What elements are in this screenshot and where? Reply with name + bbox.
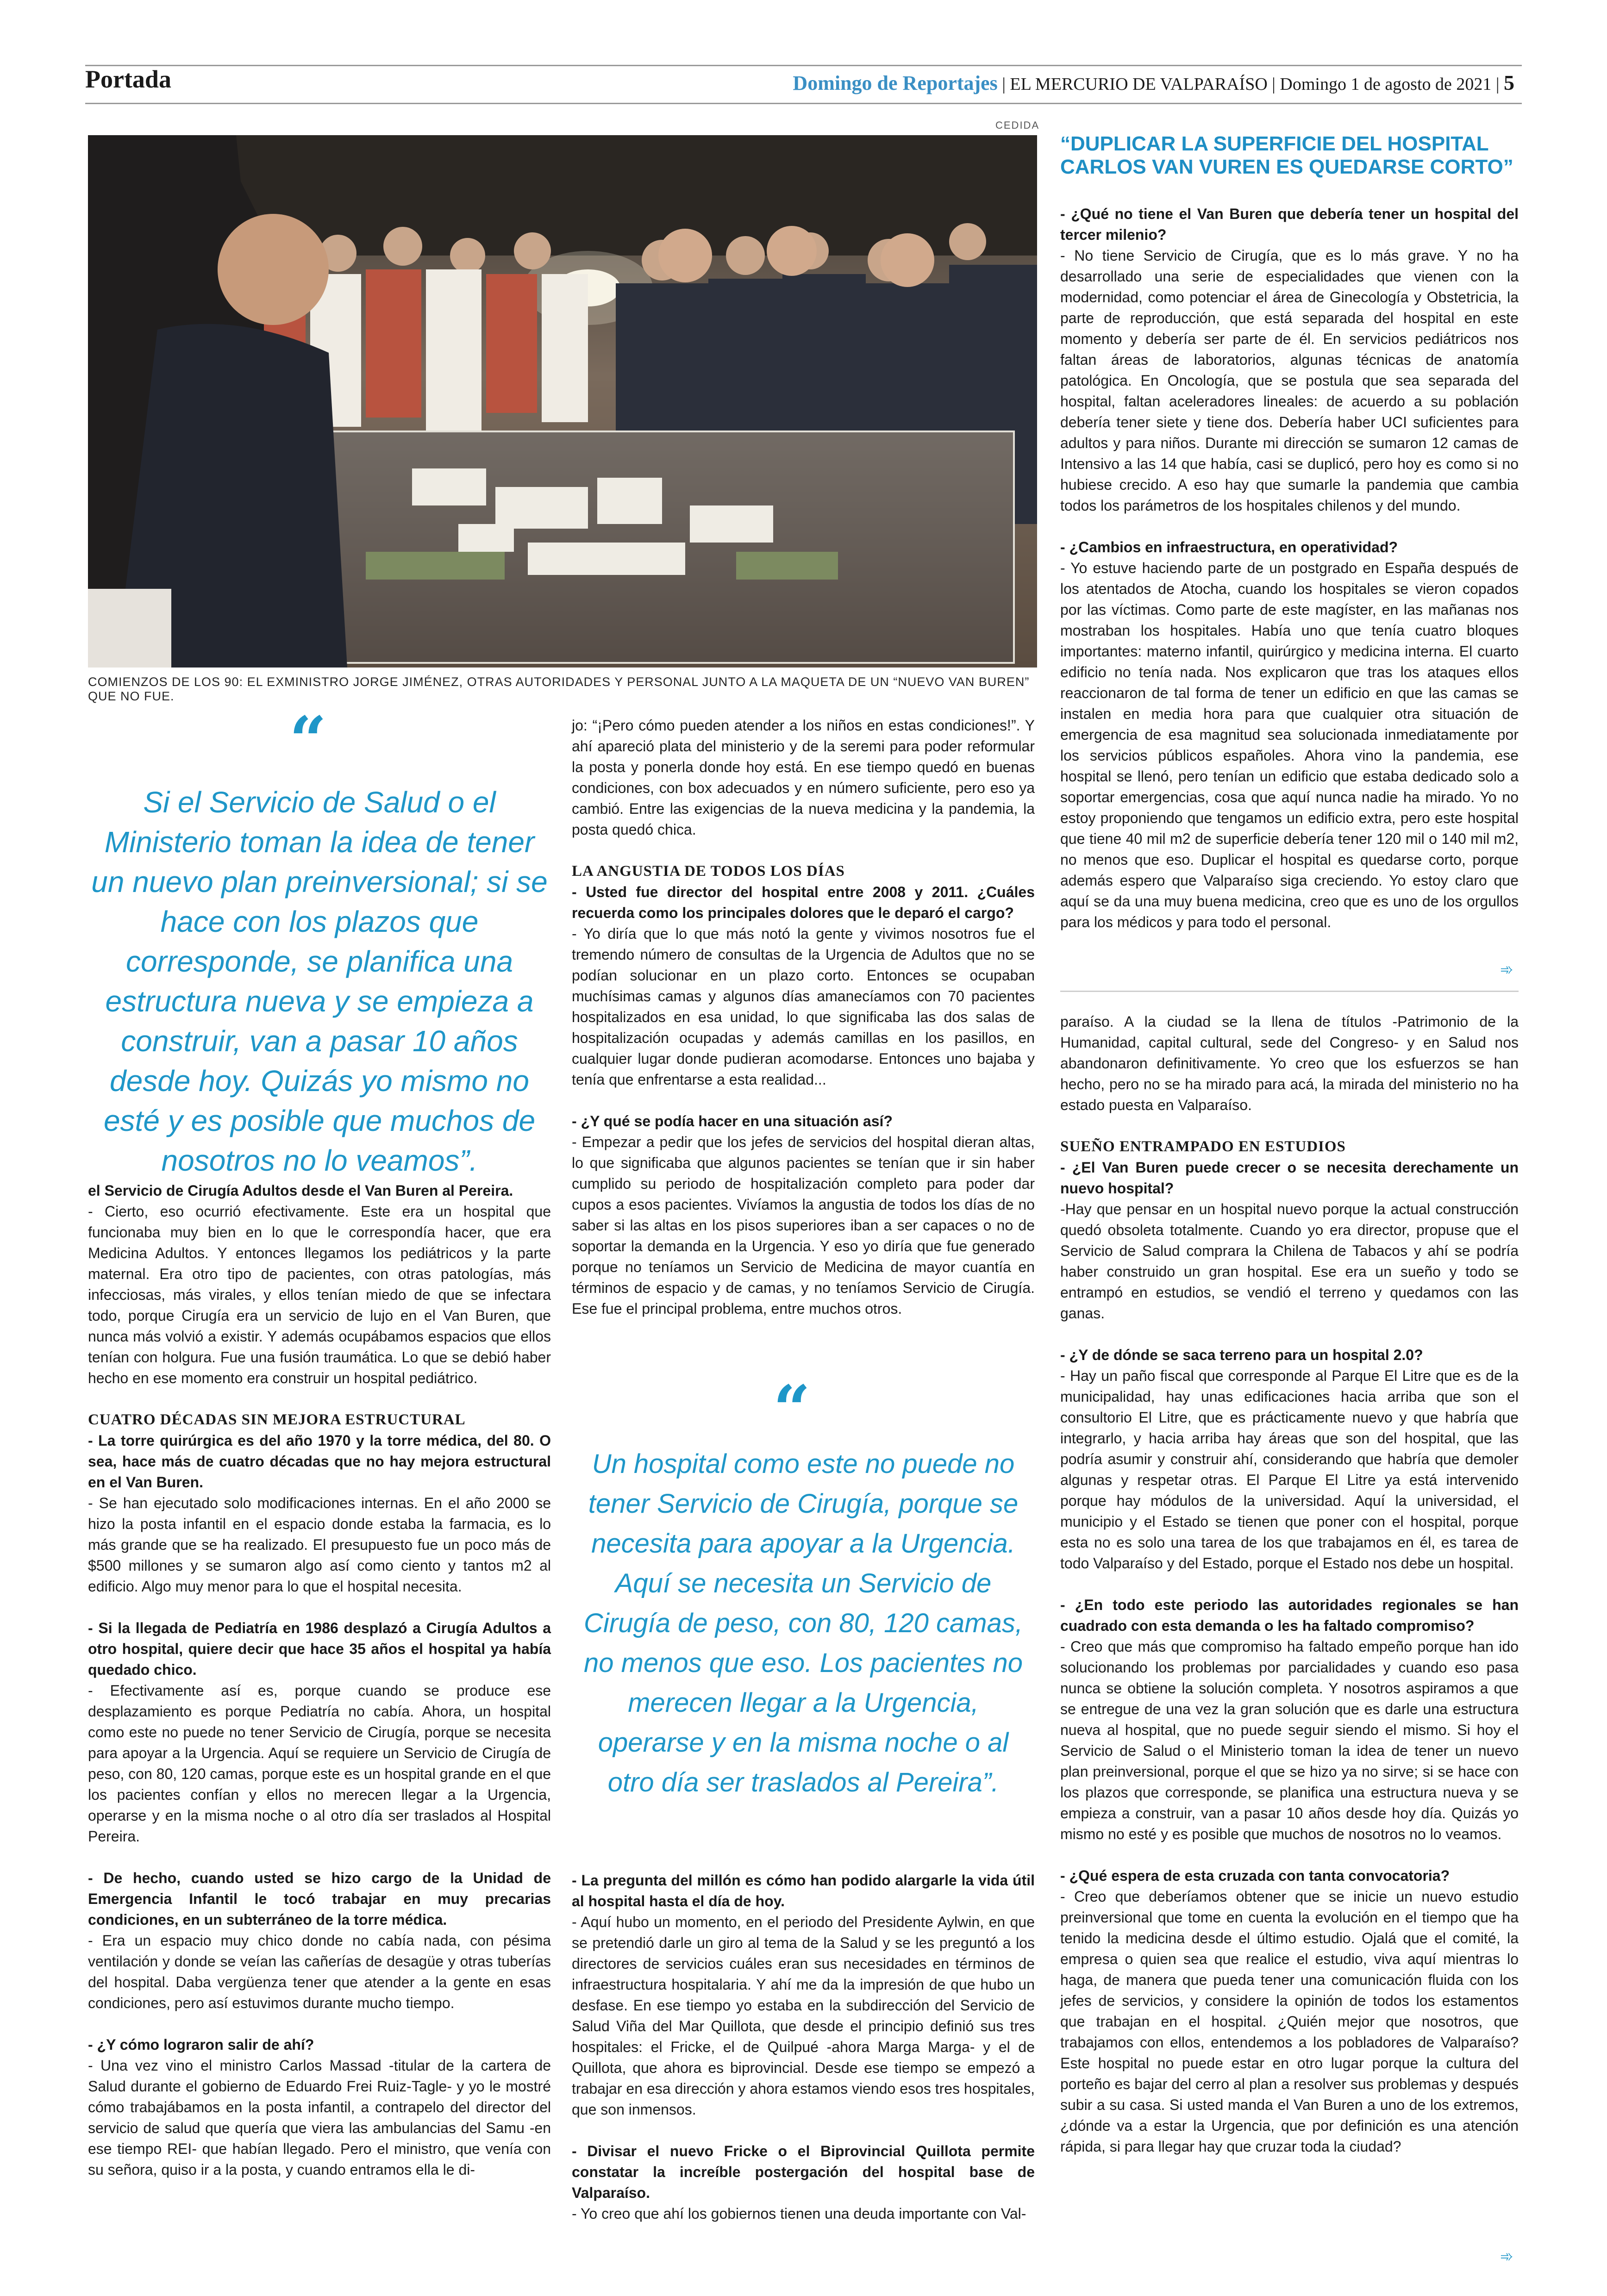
brand-name: Domingo de Reportajes bbox=[793, 72, 998, 94]
continue-arrow-icon: ➾ bbox=[1500, 2248, 1513, 2265]
side-headline: “DUPLICAR LA SUPERFICIE DEL HOSPITAL CARLOS VAN VUREN ES QUEDARSE CORTO” bbox=[1060, 132, 1513, 178]
answer: - Cierto, eso ocurrió efectivamente. Este era un hospital que funcionaba muy bien en lo que le correspondía hacer, que era Medicina Adultos. Y entonces llegamos los pediátricos y la parte maternal. Era otro tipo de pacientes, con otras patologías, más infecciosas, más virales, y ellos tenían miedo de que se infectara todo, porque Cirugía era un servicio de lujo en el Van Buren, que nunca más volvió a existir. Y además ocupábamos espacios que ellos tenían con holgura. Fue una fusión traumática. Lo que se debió haber hecho en ese momento era construir un hospital pediátrico. bbox=[88, 1203, 551, 1386]
question: - ¿En todo este periodo las autoridades regionales se han cuadrado con esta demanda o les ha faltado compromiso? bbox=[1060, 1597, 1519, 1634]
box-rule bbox=[1060, 991, 1519, 992]
answer: - Efectivamente así es, porque cuando se produce ese desplazamiento es porque Pediatría no cabía. Ahora, un hospital como este no puede no tener Servicio de Cirugía, porque se necesita para apoyar a la Urgencia. Aquí se requiere un Servicio de Cirugía de peso, con 80, 120 camas, porque este es un hospital grande en el que los pacientes confían y ellos no merecen llegar a la Urgencia, operarse y en la misma noche o al otro día ser traslados al Hospital Pereira. bbox=[88, 1682, 551, 1845]
quote-mark-icon: “ bbox=[773, 1372, 811, 1447]
answer: - Aquí hubo un momento, en el periodo del Presidente Aylwin, en que se pretendió darle un giro al tema de la Salud y se les preguntó a los directores de servicios cuáles eran sus necesidades en términos de infraestructura hospitalaria. Y ahí me da la impresión de que hubo un desfase. En ese tiempo yo estaba en la subdirección del Servicio de Salud Viña del Mar Quillota, que desde el principio definió sus tres hospitales: el Fricke, el de Quilpué -ahora Marga Marga- y el de Quillota, que ahora es biprovincial. Desde ese tiempo se empezó a trabajar en esa dirección y ahora estamos viendo esos tres hospitales, que son inmensos. bbox=[572, 1914, 1035, 2118]
question: el Servicio de Cirugía Adultos desde el Van Buren al Pereira. bbox=[88, 1182, 513, 1199]
answer: - No tiene Servicio de Cirugía, que es lo más grave. Y no ha desarrollado una serie de especialidades que vienen con la modernidad, como potenciar el área de Ginecología y Obstetricia, la parte de reproducción, que está separada del hospital en este momento y debería ser parte de él. En servicios pediátricos nos faltan áreas de laboratorios, algunas técnicas de anatomía patológica. En Oncología, que se postula que sea separada del hospital, faltan aceleradores lineales: de acuerdo a su población debería tener siete y tiene dos. Debería haber UCI suficientes para adultos y para niños. Durante mi dirección se sumaron 12 camas de Intensivo a las 14 que había, casi se duplicó, pero hoy es como si no hubiese crecido. A eso hay que sumarle la pandemia que cambia todos los parámetros de los hospitales chilenos y del mundo. bbox=[1060, 247, 1519, 514]
issue-date: Domingo 1 de agosto de 2021 | bbox=[1280, 75, 1500, 94]
quote-mark-icon: “ bbox=[289, 703, 327, 779]
question: - ¿Qué espera de esta cruzada con tanta convocatoria? bbox=[1060, 1867, 1450, 1884]
photo-illustration bbox=[88, 135, 1037, 668]
answer: - Una vez vino el ministro Carlos Massad -titular de la cartera de Salud durante el gobierno de Eduardo Frei Ruiz-Tagle- y yo le mostré cómo trabajábamos en la posta infantil, a contrapelo del director del servicio de salud que quería que viera las ambulancias del Samu -en ese tiempo REI- que habían llegado. Pero el ministro, que venía con su señora, quiso ir a la posta, y cuando entramos ella le di- bbox=[88, 2057, 551, 2178]
question: - ¿Y de dónde se saca terreno para un hospital 2.0? bbox=[1060, 1347, 1423, 1363]
answer: paraíso. A la ciudad se la llena de títulos -Patrimonio de la Humanidad, capital cultural, sede del Congreso- y en Salud nos abandonaron definitivamente. Yo creo que los esfuerzos se han hecho, pero no se ha mirado para acá, la mirada del ministerio no ha estado puesta en Valparaíso. bbox=[1060, 1013, 1519, 1113]
answer: - Yo estuve haciendo parte de un postgrado en España después de los atentados de Atocha, cuando los hospitales se vieron copados por las víctimas. Como parte de este magíster, en las mañanas nos mostraban los hospitales. Había uno que tenía cuatro bloques importantes: materno infantil, quirúrgico y medicina interna. El cuarto edificio no tenía nada. Nos explicaron que tras los ataques ellos reaccionaron de tal forma de tener un edificio en que las camas se instalen en media hora para que cualquier otra situación de emergencia de esa magnitud sea solucionada inmediatamente por los servicios públicos españoles. Ahora vino la pandemia, ese hospital se llenó, pero tenían un edificio que estaba dedicado solo a soportar emergencias, cosa que aquí nunca nadie ha mirado. Yo no estoy proponiendo que tengamos un edificio extra, pero este hospital que tiene 40 mil m2 de superficie debería tener 120 mil o 140 mil m2, no menos que eso. Duplicar el hospital es quedarse corto, porque además espero que Valparaíso siga creciendo. Yo estoy claro que aquí se da una muy buena medicina, creo que es uno de los orgullos para los médicos y para todo el personal. bbox=[1060, 560, 1519, 930]
pull-quote-2: Un hospital como este no puede no tener Servicio de Cirugía, porque se necesita para apoyar a la Urgencia. Aquí se necesita un Servicio de Cirugía de peso, con 80, 120 camas, no menos que eso. Los pacientes no merecen llegar a la Urgencia, operarse y en la misma noche o al otro día ser traslados al Pereira”. bbox=[584, 1449, 1023, 1797]
question: - Si la llegada de Pediatría en 1986 desplazó a Cirugía Adultos a otro hospital, quiere decir que hace 35 años el hospital ya había quedado chico. bbox=[88, 1620, 551, 1678]
question: - ¿Qué no tiene el Van Buren que debería tener un hospital del tercer milenio? bbox=[1060, 206, 1519, 243]
question: - Usted fue director del hospital entre 2008 y 2011. ¿Cuáles recuerda como los principales dolores que le deparó el cargo? bbox=[572, 884, 1035, 921]
top-rule bbox=[85, 65, 1522, 66]
answer: - Hay un paño fiscal que corresponde al Parque El Litre que es de la municipalidad, hay unas edificaciones hacia arriba que son el consultorio El Litre, que es prácticamente nuevo y que habría que integrarlo, y hacia arriba hay áreas que son del hospital, que las podría asumir y construir ahí, considerando que habría que demoler algunas y respetar otras. El Parque El Litre ya está intervenido porque hay módulos de la universidad. Aquí la universidad, el municipio y el Estado se tienen que poner con el hospital, porque esta no es solo una tarea de los que trabajamos en él, es tarea de todo Valparaíso y del Estado, porque el Estado nos debe un hospital. bbox=[1060, 1367, 1519, 1572]
page-number: 5 bbox=[1504, 71, 1514, 94]
section-title: Portada bbox=[85, 65, 171, 93]
archive-photo bbox=[88, 135, 1037, 668]
answer: jo: “¡Pero cómo pueden atender a los niños en estas condiciones!”. Y ahí apareció plata del ministerio y de la seremi para poder reformular la posta y ponerla donde hoy está. En ese tiempo quedó en buenas condiciones, con box adecuados y en número suficiente, pero eso ya cambió. Entre las exigencias de la nueva medicina y la pandemia, la posta quedó chica. bbox=[572, 717, 1035, 838]
question: - De hecho, cuando usted se hizo cargo de la Unidad de Emergencia Infantil le tocó trabajar en muy precarias condiciones, en un subterráneo de la torre médica. bbox=[88, 1870, 551, 1928]
column-2 bbox=[572, 715, 1035, 1340]
answer: - Creo que deberíamos obtener que se inicie un nuevo estudio preinversional que tome en cuenta la evolución en el tiempo que ha tenido la medicina desde el último estudio. Ojalá que el comité, la empresa o quien sea que realice el estudio, viva aquí mientras lo haga, de manera que pueda tener una comunicación fluida con los jefes de servicios, y considere la opinión de todos los estamentos que trabajan en el hospital. ¿Quién mejor que nosotros, que trabajamos con ellos, entendemos a los pobladores de Valparaíso? Este hospital no puede estar en otro lugar porque la cultura del porteño es bajar del cerro al plan a resolver sus problemas y después subir a su casa. Si usted manda el Van Buren a uno de los extremos, ¿dónde va a estar la Urgencia, que por definición es una atención rápida, si para llegar hay que cruzar toda la ciudad? bbox=[1060, 1888, 1519, 2155]
answer: -Hay que pensar en un hospital nuevo porque la actual construcción quedó obsoleta totalmente. Cuando yo era director, propuse que el Servicio de Salud comprara la Chilena de Tabacos y ahí se podría haber construido un gran hospital. Ese era un sueño y todo se entrampó en estudios, se vendió el terreno y quedamos con las ganas. bbox=[1060, 1201, 1519, 1322]
photo-credit: CEDIDA bbox=[995, 119, 1040, 131]
subheading: LA ANGUSTIA DE TODOS LOS DÍAS bbox=[572, 863, 845, 880]
column-1 bbox=[88, 1180, 551, 2201]
question: - La torre quirúrgica es del año 1970 y la torre médica, del 80. O sea, hace más de cuatro décadas que no hay mejora estructural en el Van Buren. bbox=[88, 1432, 551, 1491]
answer: - Se han ejecutado solo modificaciones internas. En el año 2000 se hizo la posta infantil en el espacio donde estaba la farmacia, es lo más grande que se ha realizado. El presupuesto fue un poco más de $500 millones y se sumaron algo así como ciento y tantos m2 al edificio. Algo muy menor para lo que el hospital necesita. bbox=[88, 1495, 551, 1595]
question: - ¿Y qué se podía hacer en una situación así? bbox=[572, 1113, 893, 1129]
continue-arrow-icon: ➾ bbox=[1500, 961, 1513, 979]
publication-name: | EL MERCURIO DE VALPARAÍSO | bbox=[1002, 75, 1276, 94]
question: - La pregunta del millón es cómo han podido alargarle la vida útil al hospital hasta el día de hoy. bbox=[572, 1872, 1035, 1909]
answer: - Creo que más que compromiso ha faltado empeño porque han ido solucionando los problemas por parcialidades y cuando eso pasa nunca se obtiene la solución completa. Y nosotros aspiramos a que se entregue de una vez la gran solución que es darle una estructura nueva al hospital, que no puede seguir siendo el mismo. Si hoy el Servicio de Salud o el Ministerio toman la idea de tener un nuevo plan preinversional, porque el que se hizo ya no sirve; si se hace con los plazos que corresponde, se planifica una estructura nueva y se empieza a construir, van a pasar 10 años desde hoy día. Quizás yo mismo no esté y es posible que muchos de nosotros no lo veamos. bbox=[1060, 1638, 1519, 1842]
question: - Divisar el nuevo Fricke o el Biprovincial Quillota permite constatar la increíble postergación del hospital base de Valparaíso. bbox=[572, 2143, 1035, 2201]
header-rule bbox=[85, 103, 1522, 104]
question: - ¿El Van Buren puede crecer o se necesita derechamente un nuevo hospital? bbox=[1060, 1159, 1519, 1197]
column-2-lower bbox=[572, 1870, 1035, 2245]
answer: - Empezar a pedir que los jefes de servicios del hospital dieran altas, lo que significaba que algunos pacientes se tenían que ir sin haber cumplido su periodo de hospitalización completo para poder dar cupos a esos pacientes. Vivíamos la angustia de todos los días de no saber si las altas en los pisos superiores iban a ser capaces o no de soportar la demanda en la Urgencia. Y eso yo diría que fue generado porque no teníamos un Servicio de Medicina de mayor cuantía en términos de espacio y de camas, y no teníamos Servicio de Cirugía. Ese fue el principal problema, entre muchos otros. bbox=[572, 1134, 1035, 1317]
column-3-lower bbox=[1060, 1011, 1519, 2178]
column-3 bbox=[1060, 204, 1519, 954]
question: - ¿Y cómo lograron salir de ahí? bbox=[88, 2036, 314, 2053]
subheading: SUEÑO ENTRAMPADO EN ESTUDIOS bbox=[1060, 1138, 1346, 1155]
answer: - Yo diría que lo que más notó la gente y vivimos nosotros fue el tremendo número de consultas de la Urgencia de Adultos que no se podían solucionar en un plazo corto. Entonces se ocupaban muchísimas camas y algunos días amanecíamos con 70 pacientes hospitalizados en esa unidad, lo que significaba las dos salas de hospitalización ocupadas y además camillas en los pasillos, en cualquier lugar donde pudieran acomodarse. Entonces uno bajaba y tenía que enfrentarse a esta realidad... bbox=[572, 925, 1035, 1088]
answer: - Yo creo que ahí los gobiernos tienen una deuda importante con Val- bbox=[572, 2205, 1026, 2222]
answer: - Era un espacio muy chico donde no cabía nada, con pésima ventilación y donde se veían las cañerías de desagüe y otras tuberías del hospital. Daba vergüenza tener que atender a la gente en esas condiciones, pero así estuvimos durante mucho tiempo. bbox=[88, 1932, 551, 2011]
question: - ¿Cambios en infraestructura, en operatividad? bbox=[1060, 539, 1398, 555]
photo-caption: COMIENZOS DE LOS 90: EL EXMINISTRO JORGE JIMÉNEZ, OTRAS AUTORIDADES Y PERSONAL JUNTO A LA MAQUETA DE UN “NUEVO VAN BUREN” QUE NO FUE. bbox=[88, 675, 1030, 703]
masthead bbox=[793, 70, 1514, 95]
pull-quote-1: Si el Servicio de Salud o el Ministerio toman la idea de tener un nuevo plan preinversional; si se hace con los plazos que corresponde, se planifica una estructura nueva y se empieza a construir, van a pasar 10 años desde hoy. Quizás yo mismo no esté y es posible que muchos de nosotros no lo veamos”. bbox=[91, 786, 548, 1177]
subheading: CUATRO DÉCADAS SIN MEJORA ESTRUCTURAL bbox=[88, 1411, 466, 1428]
